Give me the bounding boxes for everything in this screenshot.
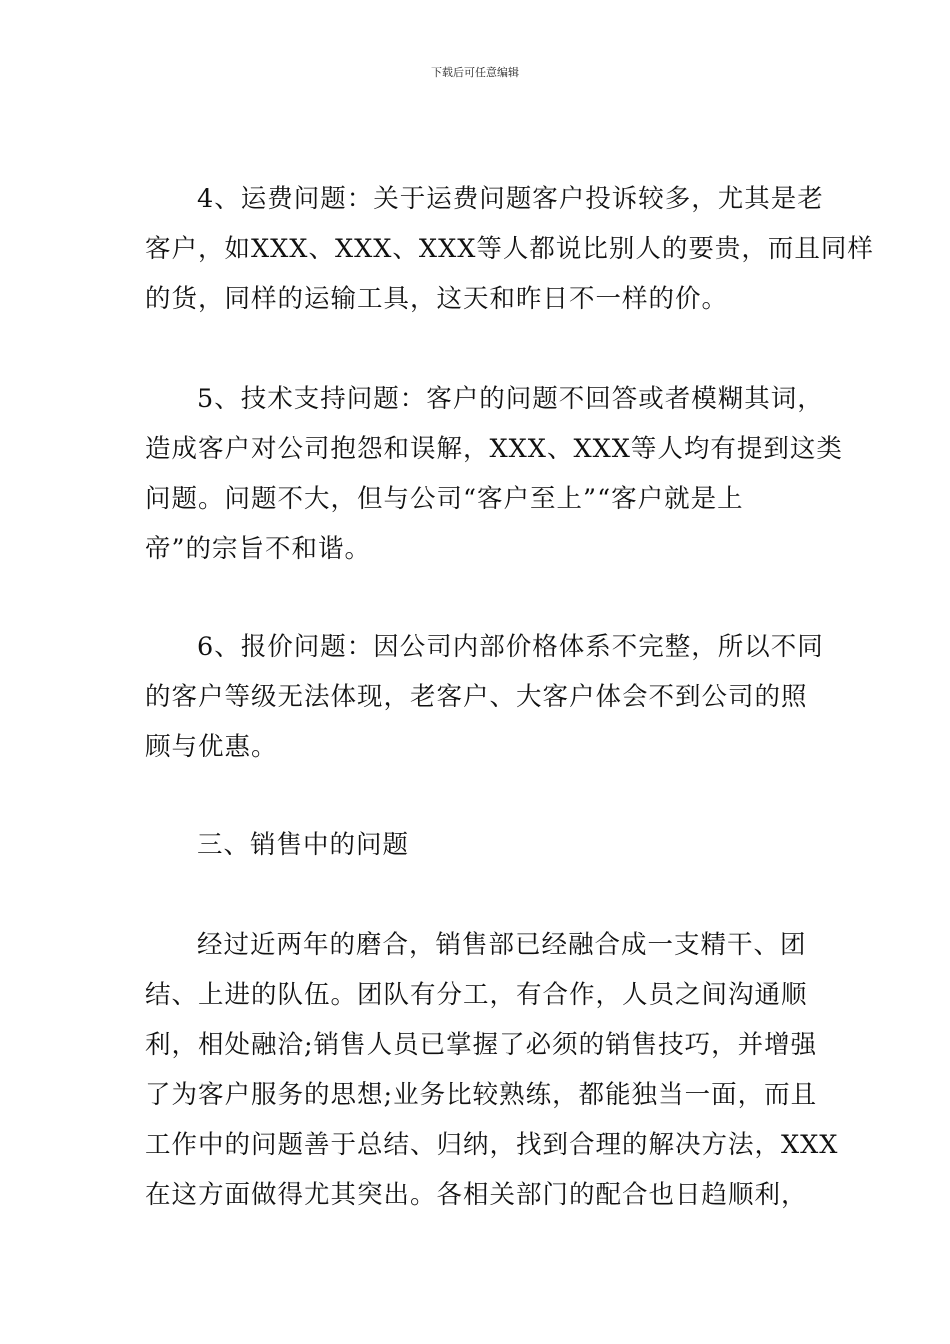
paragraph-line: 帝”的宗旨不和谐。 [145, 534, 372, 564]
paragraph-line: 工作中的问题善于总结、归纳，找到合理的解决方法，XXX [145, 1130, 839, 1160]
paragraph-line: 结、上进的队伍。团队有分工，有合作，人员之间沟通顺 [145, 980, 808, 1010]
paragraph-line: 了为客户服务的思想;业务比较熟练，都能独当一面，而且 [145, 1080, 818, 1110]
paragraph-line: 的货，同样的运输工具，这天和昨日不一样的价。 [145, 284, 729, 314]
paragraph-line: 客户，如XXX、XXX、XXX等人都说比别人的要贵，而且同样 [145, 234, 874, 264]
paragraph-line: 4、运费问题：关于运费问题客户投诉较多，尤其是老 [197, 184, 824, 214]
paragraph-line: 利，相处融洽;销售人员已掌握了必须的销售技巧，并增强 [145, 1030, 818, 1060]
paragraph-line: 6、报价问题：因公司内部价格体系不完整，所以不同 [197, 632, 824, 662]
paragraph-line: 在这方面做得尤其突出。各相关部门的配合也日趋顺利， [145, 1180, 808, 1210]
paragraph-line: 的客户等级无法体现，老客户、大客户体会不到公司的照 [145, 682, 808, 712]
paragraph-line: 造成客户对公司抱怨和误解，XXX、XXX等人均有提到这类 [145, 434, 843, 464]
paragraph-line: 经过近两年的磨合，销售部已经融合成一支精干、团 [197, 930, 807, 960]
paragraph-line: 5、技术支持问题：客户的问题不回答或者模糊其词， [197, 384, 824, 414]
section-heading: 三、销售中的问题 [197, 830, 410, 860]
paragraph-line: 问题。问题不大，但与公司“客户至上”“客户就是上 [145, 484, 744, 514]
page-header-note: 下载后可任意编辑 [431, 66, 519, 79]
paragraph-line: 顾与优惠。 [145, 732, 278, 762]
